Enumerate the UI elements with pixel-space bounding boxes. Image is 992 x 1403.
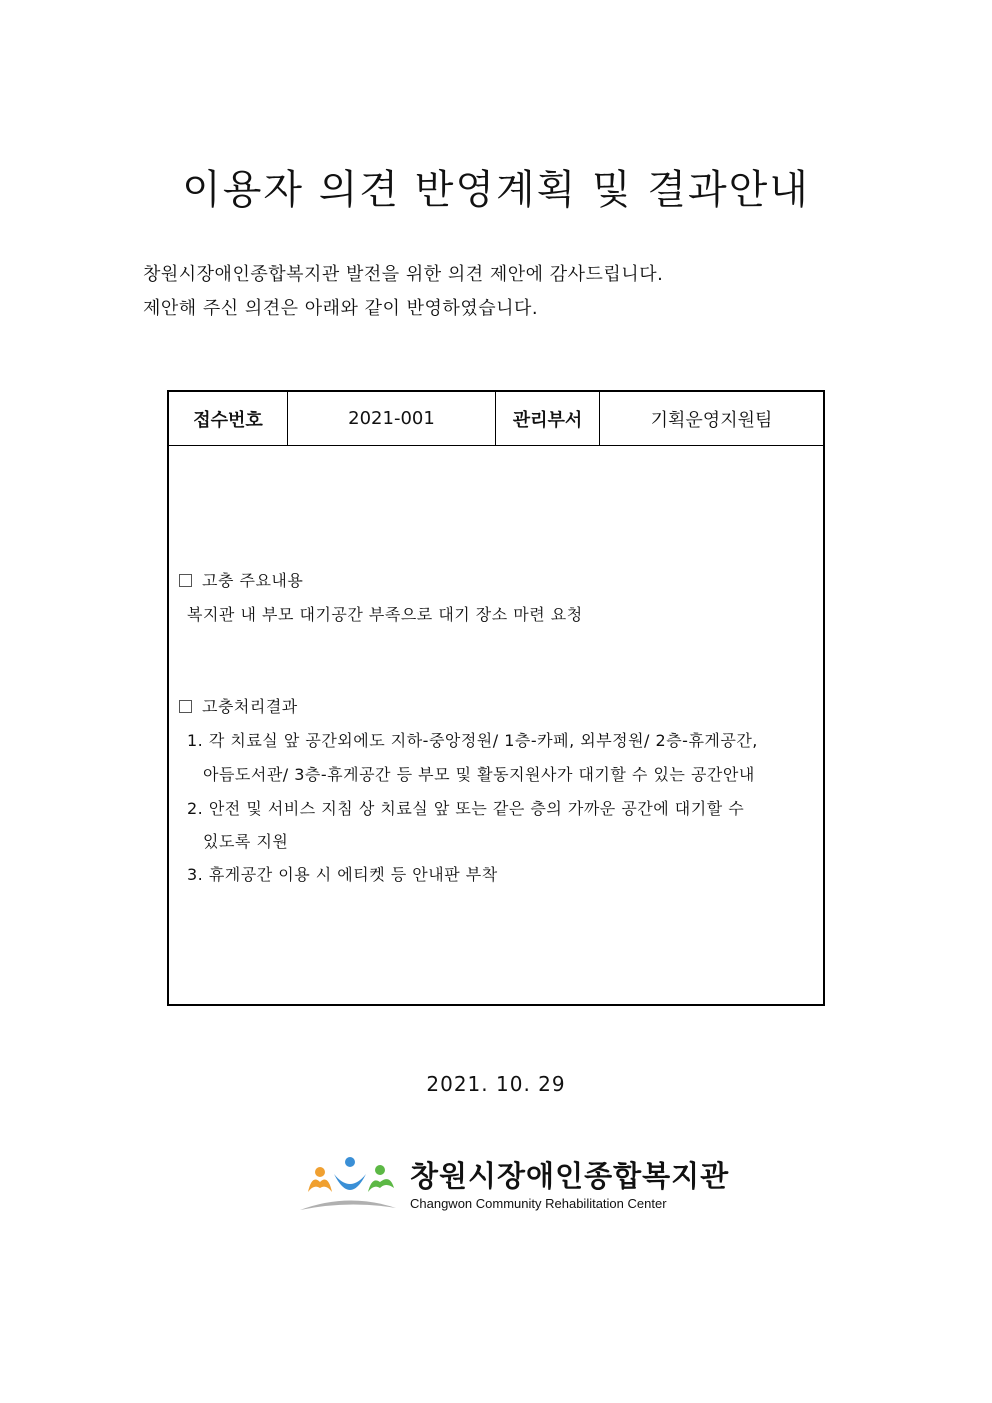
result-line-1: 1. 각 치료실 앞 공간외에도 지하-중앙정원/ 1층-카페, 외부정원/ 2층-휴게공간,: [187, 731, 758, 750]
receipt-number-label: 접수번호: [169, 392, 288, 445]
result-line-5: 3. 휴게공간 이용 시 에티켓 등 안내판 부착: [187, 865, 498, 884]
logo-mark-icon: [298, 1152, 408, 1218]
result-heading: 고충처리결과: [179, 694, 298, 717]
checkbox-icon: [179, 574, 192, 587]
intro-line-1: 창원시장애인종합복지관 발전을 위한 의견 제안에 감사드립니다.: [143, 264, 664, 285]
result-line-4: 있도록 지원: [203, 832, 289, 851]
table-header-row: [169, 392, 823, 446]
logo-name-english: Changwon Community Rehabilitation Center: [410, 1196, 667, 1211]
opinion-table: [167, 390, 825, 1006]
checkbox-icon: [179, 700, 192, 713]
summary-text: 복지관 내 부모 대기공간 부족으로 대기 장소 마련 요청: [187, 605, 583, 624]
result-line-2: 아듬도서관/ 3층-휴게공간 등 부모 및 활동지원사가 대기할 수 있는 공간안내: [203, 765, 755, 784]
page-title: 이용자 의견 반영계획 및 결과안내: [182, 167, 810, 213]
summary-heading: 고충 주요내용: [179, 568, 303, 591]
intro-line-2: 제안해 주신 의견은 아래와 같이 반영하였습니다.: [143, 298, 539, 319]
intro-text: [143, 258, 663, 326]
logo-name-korean: 창원시장애인종합복지관: [410, 1159, 730, 1193]
department-label: 관리부서: [496, 392, 600, 445]
department-value: 기획운영지원팀: [650, 409, 773, 431]
result-line-3: 2. 안전 및 서비스 지침 상 치료실 앞 또는 같은 층의 가까운 공간에 대기할 수: [187, 799, 745, 818]
document-date: 2021. 10. 29: [426, 1072, 566, 1096]
receipt-number-value: 2021-001: [288, 392, 496, 445]
organization-logo: [298, 1152, 730, 1222]
